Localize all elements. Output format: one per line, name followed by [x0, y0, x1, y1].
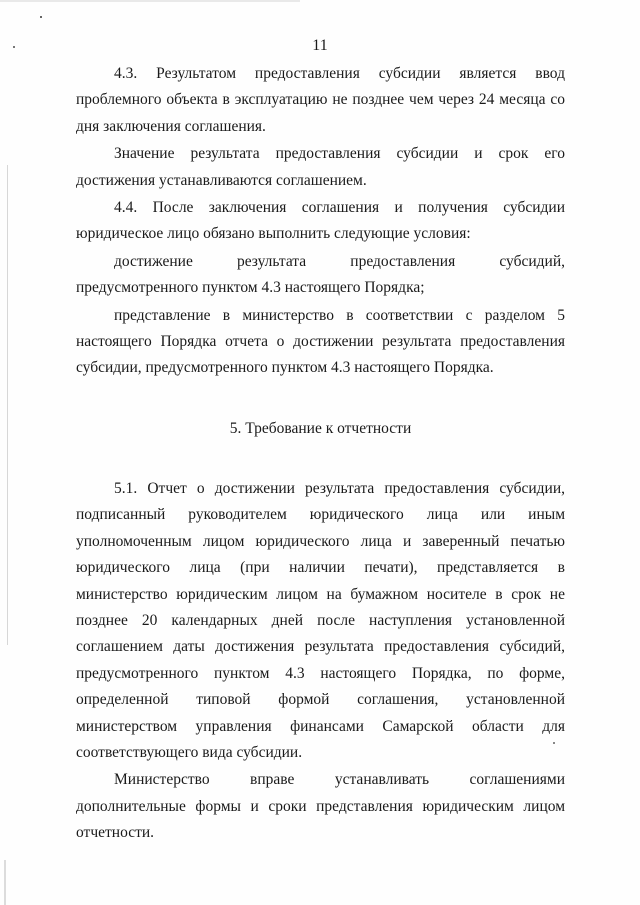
- paragraph-condition-2: представление в министерство в соответствии с разделом 5 настоящего Порядка отчета о достижении результата предоставления субсидии, предусмотренного пунктом 4.3 настоящего Порядка.: [76, 306, 565, 377]
- scan-artifact-edge: [7, 165, 8, 645]
- scan-artifact-dot: [553, 742, 555, 744]
- paragraph-4-4: 4.4. После заключения соглашения и получения субсидии юридическое лицо обязано выполнить следующие условия:: [76, 199, 565, 243]
- paragraph-ministry-rights: Министерство вправе устанавливать соглашениями дополнительные формы и сроки представления юридическим лицом отчетности.: [76, 771, 565, 842]
- scan-artifact-line: [0, 0, 300, 2]
- scan-artifact-dot: [40, 16, 42, 18]
- paragraph-result-value: Значение результата предоставления субсидии и срок его достижения устанавливаются соглашением.: [76, 145, 565, 189]
- scan-artifact-edge: [4, 860, 6, 905]
- page-number: 11: [312, 37, 328, 54]
- paragraph-condition-1: достижение результата предоставления субсидий, предусмотренного пунктом 4.3 настоящего Порядка;: [76, 252, 565, 297]
- paragraph-5-1: 5.1. Отчет о достижении результата предоставления субсидии, подписанный руководителем юридического лица или иным уполномоченным лицом юридического лица и заверенный печатью юридического лица (при наличии печати), представляется в министерство юридическим лицом на бумажном носителе в срок не позднее 20 календарных дней после наступления установленной соглашением даты достижения результата предоставления субсидий, предусмотренного пунктом 4.3 настоящего Порядка, по форме, определенной типовой формой соглашения, установленной министерством управления финансами Самарской области для соответствующего вида субсидии.: [76, 479, 565, 761]
- paragraph-4-3: 4.3. Результатом предоставления субсидии является ввод проблемного объекта в эксплуатацию не позднее чем через 24 месяца со дня заключения соглашения.: [76, 65, 565, 135]
- section-heading: 5. Требование к отчетности: [229, 419, 412, 437]
- document-body: [76, 61, 565, 847]
